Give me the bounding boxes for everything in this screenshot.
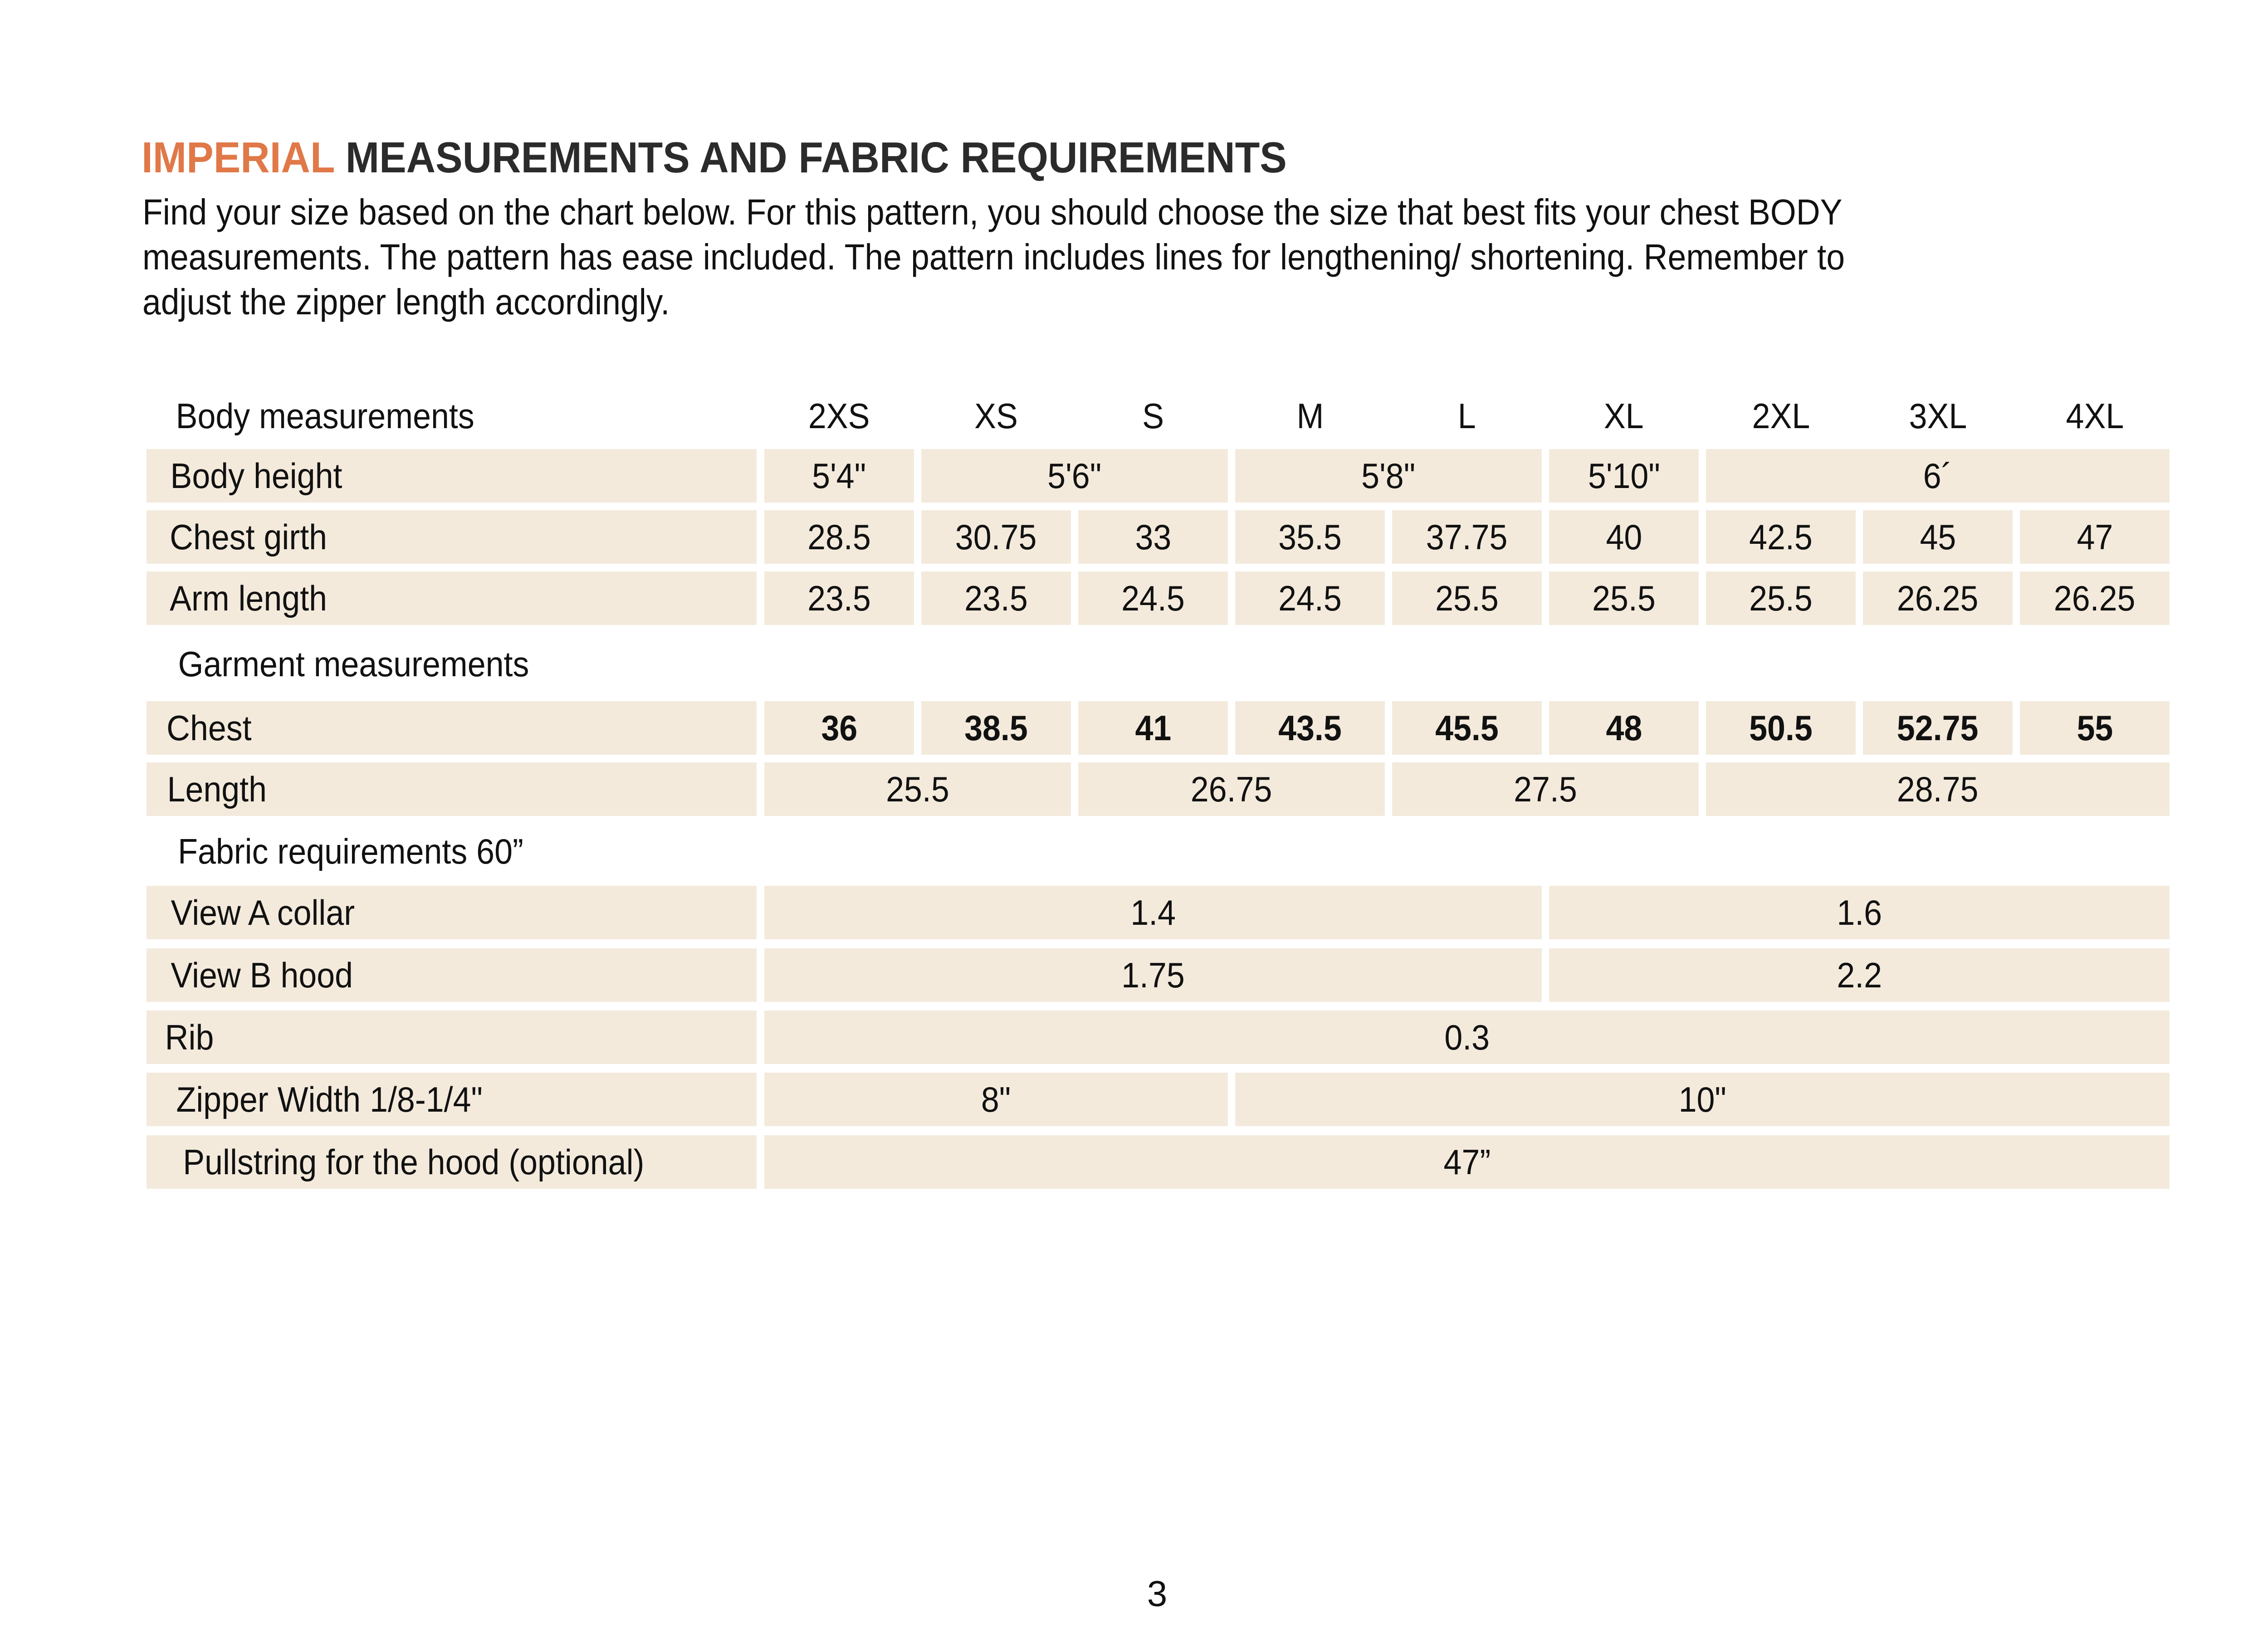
value-cell: 43.5	[1235, 701, 1385, 755]
value-cell: 26.75	[1078, 762, 1385, 816]
value-cell: 1.75	[764, 948, 1542, 1002]
value-cell: 24.5	[1235, 571, 1385, 625]
value-cell: 25.5	[764, 762, 1071, 816]
value-cell: 23.5	[921, 571, 1071, 625]
row-label: Rib	[147, 1011, 757, 1064]
value-cell: 8"	[764, 1073, 1228, 1126]
row-label: Chest	[147, 701, 757, 755]
size-header-xs: XS	[974, 395, 1018, 436]
value-cell: 25.5	[1549, 571, 1699, 625]
value-cell: 5'10"	[1549, 449, 1699, 503]
value-cell: 0.3	[764, 1011, 2170, 1064]
value-cell: 33	[1078, 510, 1228, 564]
value-cell: 38.5	[921, 701, 1071, 755]
value-cell: 47	[2020, 510, 2170, 564]
page-number: 3	[1147, 1573, 1168, 1614]
value-cell: 5'4"	[764, 449, 914, 503]
value-cell: 25.5	[1706, 571, 1856, 625]
value-cell: 36	[764, 701, 914, 755]
size-header-3xl: 3XL	[1909, 395, 1967, 436]
row-label: Length	[147, 762, 757, 816]
row-label: Arm length	[147, 571, 757, 625]
value-cell: 23.5	[764, 571, 914, 625]
section-heading-fabric: Fabric requirements 60”	[178, 831, 523, 871]
size-header-2xs: 2XS	[808, 395, 870, 436]
value-cell: 26.25	[1863, 571, 2013, 625]
intro-line: adjust the zipper length accordingly.	[142, 282, 670, 322]
value-cell: 55	[2020, 701, 2170, 755]
value-cell: 37.75	[1392, 510, 1542, 564]
size-header-4xl: 4XL	[2066, 395, 2124, 436]
size-header-s: S	[1142, 395, 1164, 436]
size-header-2xl: 2XL	[1752, 395, 1810, 436]
value-cell: 50.5	[1706, 701, 1856, 755]
value-cell: 28.5	[764, 510, 914, 564]
header-label: Body measurements	[176, 395, 474, 436]
size-header-xl: XL	[1604, 395, 1644, 436]
row-label: Zipper Width 1/8-1/4"	[147, 1073, 757, 1126]
title-rest: MEASUREMENTS AND FABRIC REQUIREMENTS	[345, 133, 1287, 182]
row-label: Chest girth	[147, 510, 757, 564]
value-cell: 45.5	[1392, 701, 1542, 755]
value-cell: 24.5	[1078, 571, 1228, 625]
row-label: View A collar	[147, 886, 757, 939]
size-header-m: M	[1296, 395, 1324, 436]
title-accent: IMPERIAL	[142, 133, 334, 182]
section-heading-garment: Garment measurements	[178, 644, 529, 684]
size-header-l: L	[1458, 395, 1476, 436]
row-label: View B hood	[147, 948, 757, 1002]
value-cell: 27.5	[1392, 762, 1699, 816]
intro-line: measurements. The pattern has ease included. The pattern includes lines for lengthening/ shortening. Remember to	[142, 237, 1845, 277]
value-cell: 45	[1863, 510, 2013, 564]
value-cell: 26.25	[2020, 571, 2170, 625]
value-cell: 47”	[764, 1135, 2170, 1189]
value-cell: 42.5	[1706, 510, 1856, 564]
value-cell: 6´	[1706, 449, 2170, 503]
value-cell: 41	[1078, 701, 1228, 755]
value-cell: 5'8"	[1235, 449, 1542, 503]
row-label: Pullstring for the hood (optional)	[147, 1135, 757, 1189]
value-cell: 40	[1549, 510, 1699, 564]
row-label: Body height	[147, 449, 757, 503]
value-cell: 28.75	[1706, 762, 2170, 816]
value-cell: 35.5	[1235, 510, 1385, 564]
value-cell: 2.2	[1549, 948, 2170, 1002]
value-cell: 10"	[1235, 1073, 2170, 1126]
value-cell: 5'6"	[921, 449, 1228, 503]
value-cell: 52.75	[1863, 701, 2013, 755]
value-cell: 25.5	[1392, 571, 1542, 625]
value-cell: 1.4	[764, 886, 1542, 939]
value-cell: 30.75	[921, 510, 1071, 564]
intro-line: Find your size based on the chart below. For this pattern, you should choose the size that best fits your chest BODY	[142, 192, 1843, 232]
value-cell: 1.6	[1549, 886, 2170, 939]
value-cell: 48	[1549, 701, 1699, 755]
